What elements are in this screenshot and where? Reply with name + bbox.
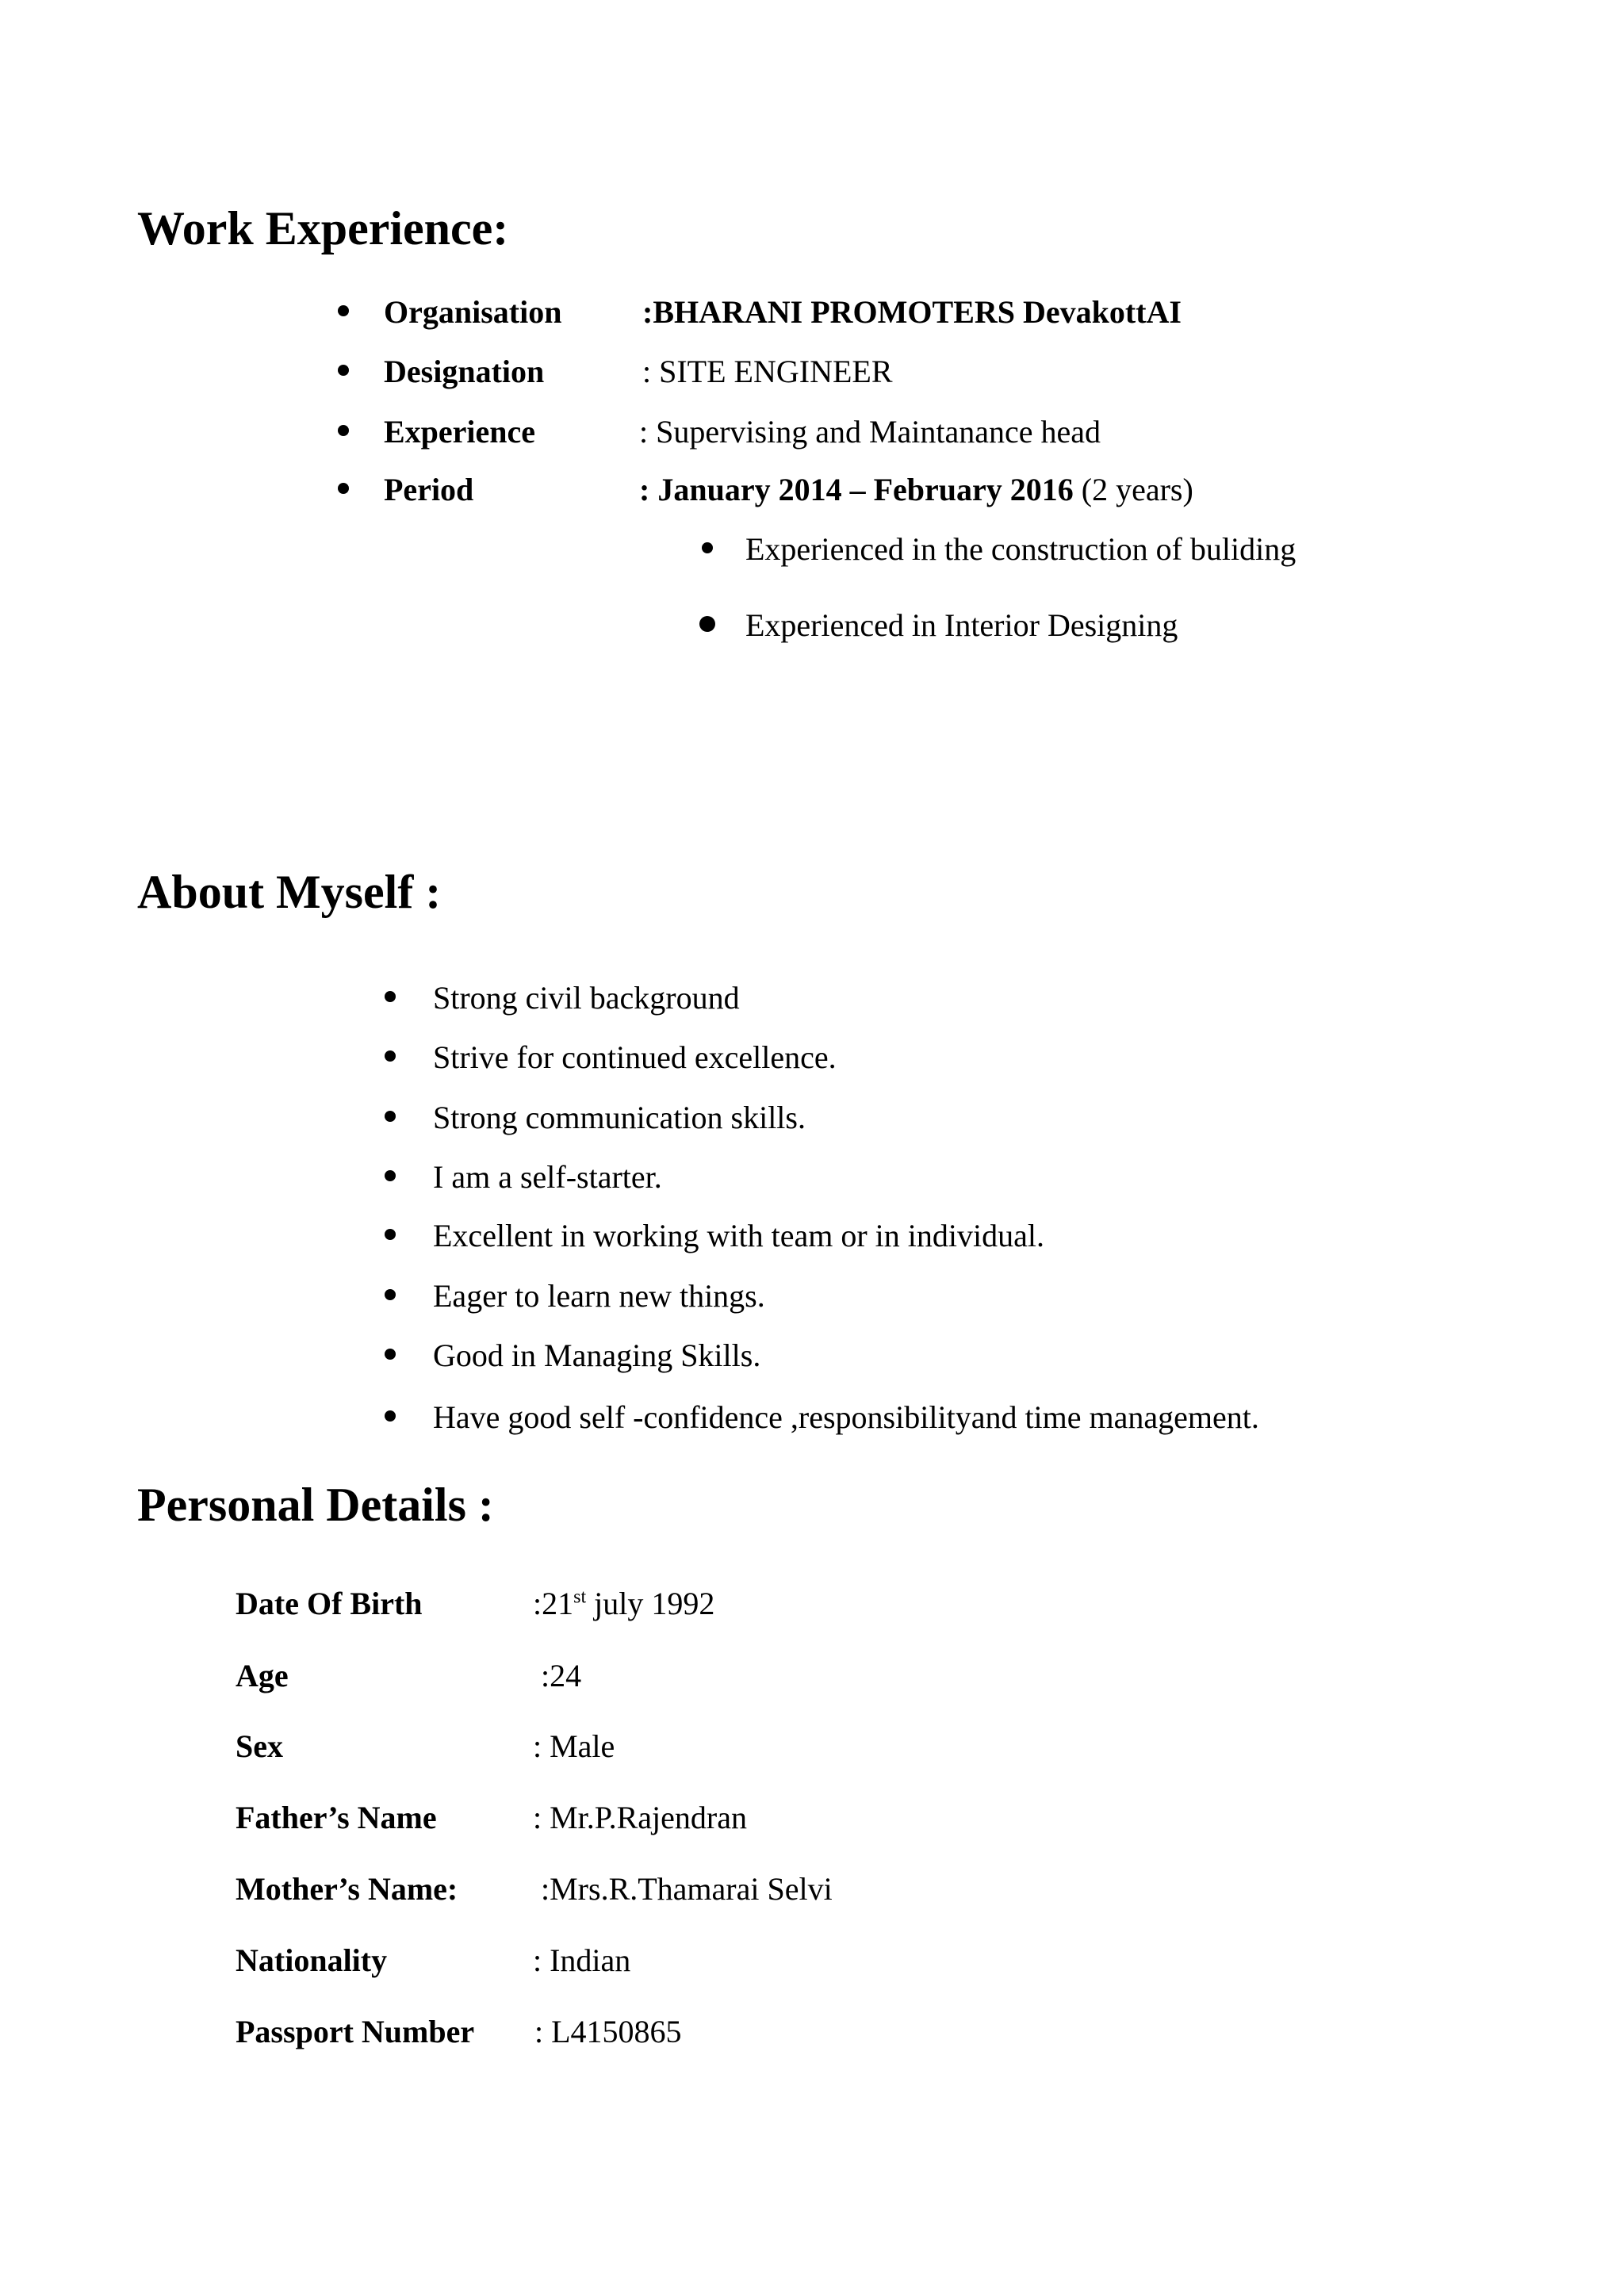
- about-point: Excellent in working with team or in individual.: [433, 1218, 1044, 1253]
- passport-label: Passport Number: [236, 2014, 475, 2049]
- bullet-icon: [338, 425, 349, 436]
- father-name-value: : Mr.P.Rajendran: [533, 1800, 747, 1835]
- organisation-value: :BHARANI PROMOTERS DevakottAI: [642, 294, 1182, 330]
- period-label: Period: [384, 472, 474, 507]
- passport-value: : L4150865: [534, 2014, 682, 2049]
- dob-value: [533, 1588, 714, 1620]
- work-experience-heading: Work Experience:: [137, 202, 509, 254]
- dob-suffix: st: [573, 1586, 587, 1608]
- bullet-icon: [385, 1111, 396, 1122]
- nationality-label: Nationality: [236, 1942, 388, 1978]
- bullet-icon: [385, 991, 396, 1002]
- bullet-icon: [385, 1170, 396, 1181]
- experience-value: : Supervising and Maintanance head: [639, 414, 1101, 450]
- age-label: Age: [236, 1658, 289, 1693]
- dob-day: :21: [533, 1586, 574, 1621]
- personal-details-heading: Personal Details :: [137, 1479, 494, 1531]
- nationality-value: : Indian: [533, 1942, 631, 1978]
- about-point: Strong civil background: [433, 980, 740, 1016]
- sex-label: Sex: [236, 1728, 283, 1764]
- bullet-icon: [385, 1410, 396, 1422]
- designation-label: Designation: [384, 354, 545, 389]
- about-point: Strive for continued excellence.: [433, 1039, 837, 1075]
- about-myself-heading: About Myself :: [137, 866, 442, 918]
- bullet-icon: [338, 483, 349, 494]
- about-point: Strong communication skills.: [433, 1100, 806, 1135]
- bullet-icon: [385, 1289, 396, 1300]
- mother-name-label: Mother’s Name:: [236, 1871, 458, 1907]
- period-range: : January 2014 – February 2016: [639, 472, 1074, 507]
- about-point: I am a self-starter.: [433, 1159, 662, 1195]
- bullet-icon: [699, 616, 715, 632]
- work-sub-point: Experienced in Interior Designing: [745, 607, 1178, 643]
- bullet-icon: [338, 365, 349, 376]
- experience-label: Experience: [384, 414, 536, 450]
- period-duration: (2 years): [1073, 472, 1193, 507]
- bullet-icon: [385, 1349, 396, 1360]
- father-name-label: Father’s Name: [236, 1800, 437, 1835]
- work-sub-point: Experienced in the construction of buliding: [745, 531, 1297, 567]
- age-value: :24: [541, 1658, 582, 1693]
- mother-name-value: :Mrs.R.Thamarai Selvi: [541, 1871, 833, 1907]
- bullet-icon: [702, 542, 713, 553]
- designation-value: : SITE ENGINEER: [642, 354, 893, 389]
- sex-value: : Male: [533, 1728, 615, 1764]
- organisation-label: Organisation: [384, 294, 562, 330]
- bullet-icon: [338, 305, 349, 316]
- about-point: Have good self -confidence ,responsibilityand time management.: [433, 1399, 1259, 1435]
- about-point: Good in Managing Skills.: [433, 1337, 761, 1373]
- about-point: Eager to learn new things.: [433, 1278, 765, 1314]
- period-value: [639, 474, 1193, 506]
- dob-label: Date Of Birth: [236, 1586, 423, 1621]
- bullet-icon: [385, 1050, 396, 1062]
- dob-month-year: july 1992: [586, 1586, 715, 1621]
- bullet-icon: [385, 1229, 396, 1240]
